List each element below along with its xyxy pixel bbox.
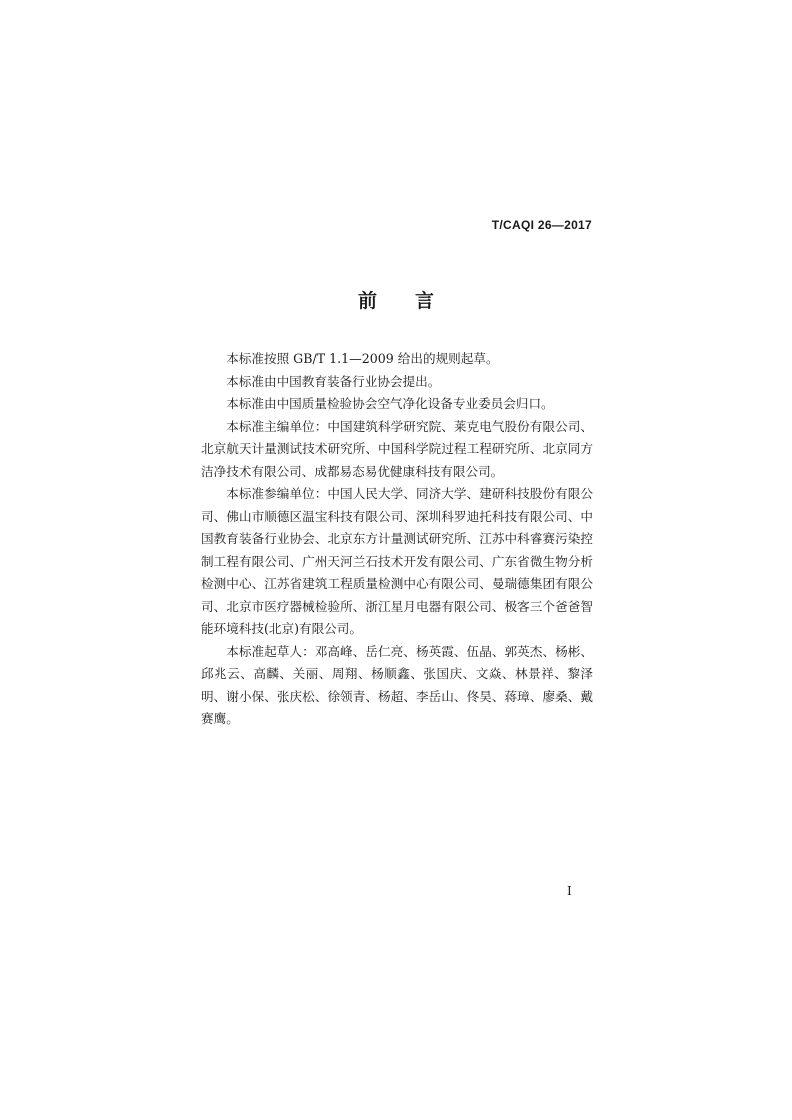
paragraph-proposer: 本标准由中国教育装备行业协会提出。 (226, 373, 441, 389)
paragraph-drafting-rules: 本标准按照 GB/T 1.1—2009 给出的规则起草。 (226, 351, 499, 366)
page-title: 前言 (357, 290, 472, 312)
paragraph-centralized-unit: 本标准由中国质量检验协会空气净化设备专业委员会归口。 (226, 396, 554, 411)
foreword-body (201, 348, 593, 731)
paragraph-chief-drafting-units: 本标准主编单位：中国建筑科学研究院、莱克电气股份有限公司、北京航天计量测试技术研究所、中国科学院过程工程研究所、北京同方洁净技术有限公司、成都易态易优健康科技有限公司。 (201, 418, 593, 479)
paragraph-participating-units: 本标准参编单位：中国人民大学、同济大学、建研科技股份有限公司、佛山市顺德区温宝科技有限公司、深圳科罗迪托科技有限公司、中国教育装备行业协会、北京东方计量测试研究所、江苏中科睿赛污染控制工程有限公司、广州天河兰石技术开发有限公司、广东省微生物分析检测中心、江苏省建筑工程质量检测中心有限公司、曼瑞德集团有限公司、北京市医疗器械检验所、浙江星月电器有限公司、极客三个爸爸智能环境科技(北京)有限公司。 (201, 486, 593, 636)
standard-number: T/CAQI 26—2017 (491, 218, 592, 232)
page-number: I (567, 884, 572, 898)
paragraph-drafters: 本标准起草人：邓高峰、岳仁亮、杨英霞、伍晶、郭英杰、杨彬、邱兆云、高麟、关丽、周翔、杨顺鑫、张国庆、文焱、林景祥、黎泽明、谢小保、张庆松、徐领青、杨超、李岳山、佟昊、蒋璋、廖桑、戴赛鹰。 (201, 643, 593, 726)
